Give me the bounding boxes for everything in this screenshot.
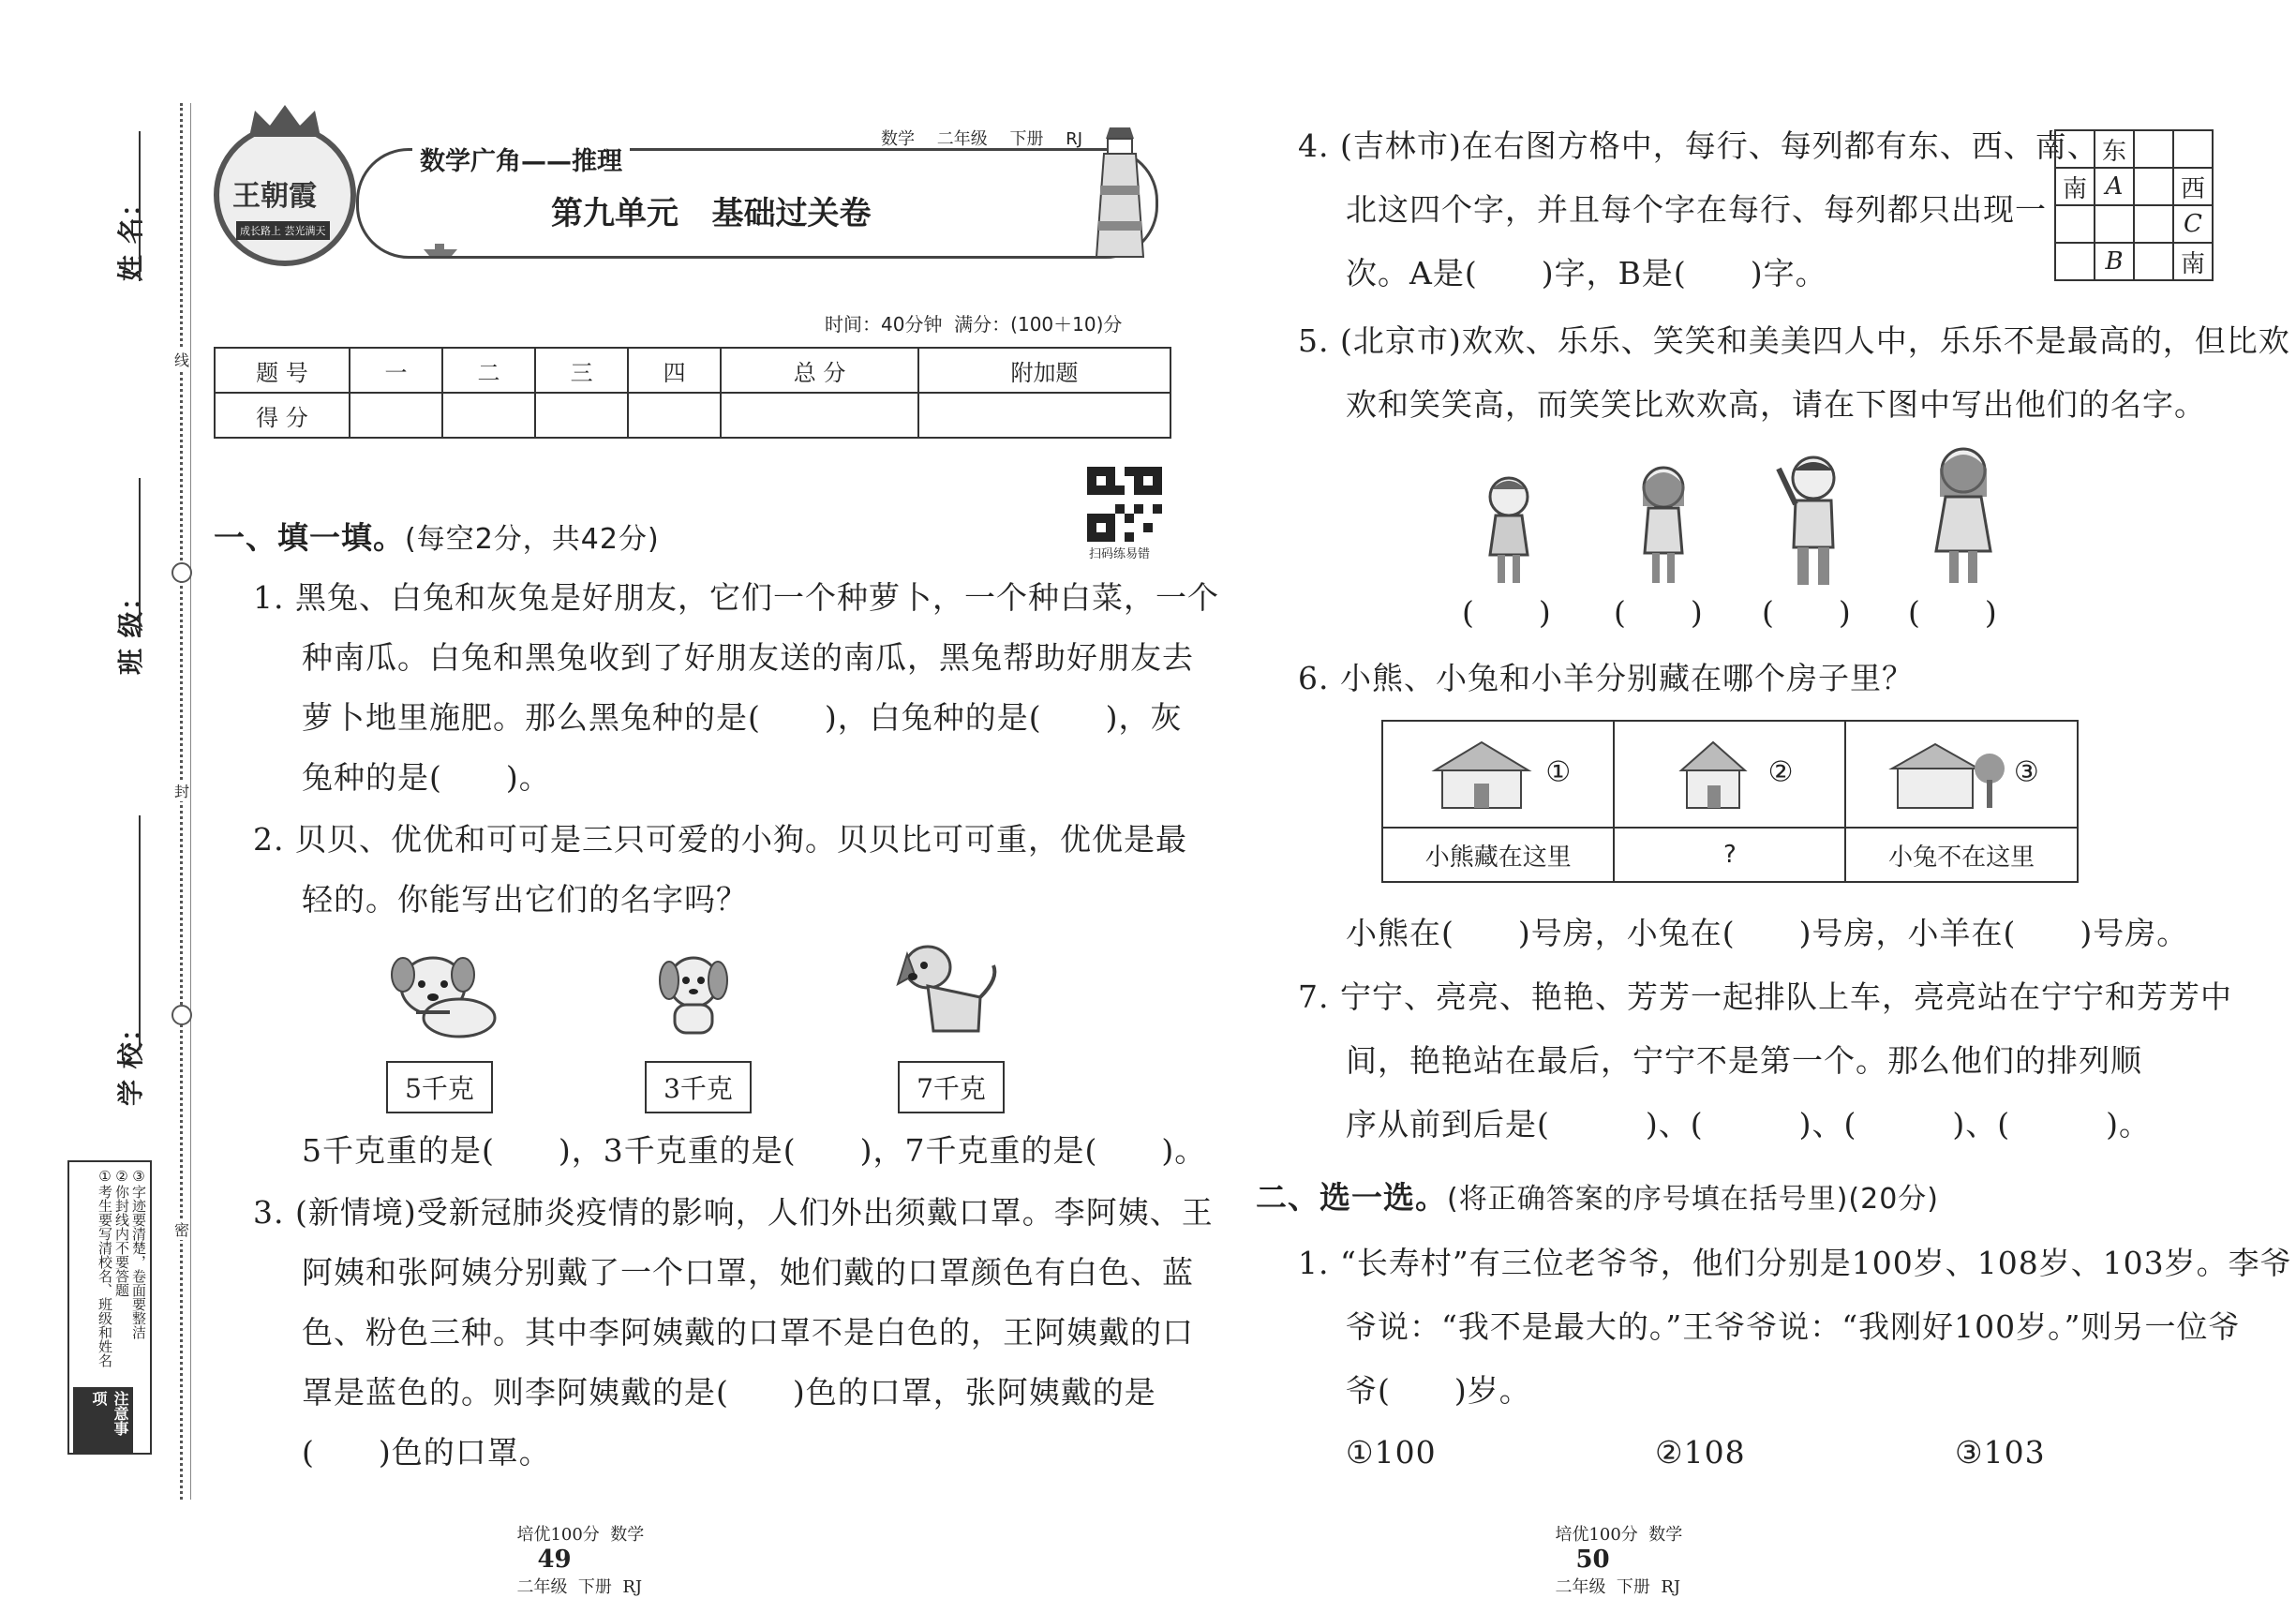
choice-option[interactable]: ①100 [1346,1434,1437,1471]
q5-line: 5. (北京市)欢欢、乐乐、笑笑和美美四人中，乐乐不是最高的，但比欢 [1298,322,2290,359]
q1-line: 萝卜地里施肥。那么黑兔种的是( )，白兔种的是( )，灰 [302,699,1183,736]
weight-box: 5千克 [386,1061,493,1113]
q1-line: 兔种的是( )。 [302,759,551,796]
child-icon [1626,459,1701,590]
time-info: 时间：40分钟 满分：(100＋10)分 [825,313,1123,336]
q4-line: 4. (吉林市)在右图方格中，每行、每列都有东、西、南、 [1298,127,2099,164]
lighthouse-icon [1078,120,1162,261]
qr-code[interactable] [1087,467,1162,542]
height-blank[interactable]: ( ) [1614,594,1704,631]
q7-line: 间，艳艳站在最后，宁宁不是第一个。那么他们的排列顺 [1346,1042,2142,1079]
brand-name: 王朝霞 [232,180,317,213]
footer-grade: 二年级 下册 RJ [516,1577,643,1597]
q6-answer: 小熊在( )号房，小兔在( )号房，小羊在( )号房。 [1346,915,2189,951]
binding-hole-icon [171,562,192,583]
page-title: 第九单元 基础过关卷 [551,195,872,232]
line-char-mi: 密 [174,1218,189,1240]
dog-icon [375,947,506,1040]
q1-line: 1. 黑兔、白兔和灰兔是好朋友，它们一个种萝卜，一个种白菜，一个 [253,579,1219,616]
house-number: ① [1545,755,1572,789]
section2-heading [1256,1173,1939,1217]
house-icon [1885,737,2006,812]
q2-line: 轻的。你能写出它们的名字吗？ [302,881,748,918]
house-number: ② [1767,755,1794,789]
score-cell[interactable] [442,393,535,438]
grid-cell [2095,205,2134,243]
weight-box: 3千克 [645,1061,752,1113]
notice-box [67,1160,152,1455]
height-blank[interactable]: ( ) [1908,594,1998,631]
height-blank[interactable]: ( ) [1462,594,1552,631]
school-label: 学 校： [115,1014,146,1106]
brand-tagline [236,221,330,240]
meta-tag: 二年级 [936,129,988,149]
score-table [214,347,1171,439]
line-char-xian: 线 [174,349,189,370]
score-cell[interactable] [535,393,628,438]
footer-book: 培优100分 数学 [516,1525,645,1545]
grid-cell: C [2173,205,2213,243]
meta-tag: 数学 [881,129,915,149]
brand-tagline-right: 芸光满天 [284,225,326,237]
score-header-cell: 附加题 [918,348,1170,393]
grid-cell [2173,130,2213,168]
house-number: ③ [2013,755,2039,789]
score-header-cell: 总 分 [721,348,918,393]
q3-line: 色、粉色三种。其中李阿姨戴的口罩不是白色的，王阿姨戴的口 [302,1314,1194,1351]
notice-item: ①考生要写清校名、班级和姓名 [97,1168,113,1367]
grid-cell [2134,205,2173,243]
weight-box: 7千克 [898,1061,1005,1113]
q3-line: 罩是蓝色的。则李阿姨戴的是( )色的口罩，张阿姨戴的是 [302,1374,1156,1411]
grid-cell: 南 [2055,168,2095,205]
choice-option[interactable]: ②108 [1655,1434,1746,1471]
section2-note: (将正确答案的序号填在括号里)(20分) [1447,1183,1939,1216]
house-table [1381,720,2079,883]
footer-grade: 二年级 下册 RJ [1555,1577,1681,1597]
meta-tags [881,126,1082,150]
grid-cell: 东 [2095,130,2134,168]
school-field[interactable] [139,815,141,1050]
grid-cell [2134,243,2173,280]
house-caption: ? [1614,828,1845,882]
crown-icon [246,101,324,139]
score-cell[interactable] [628,393,721,438]
q6-intro: 6. 小熊、小兔和小羊分别藏在哪个房子里？ [1298,660,1914,696]
house-caption: 小熊藏在这里 [1382,828,1614,882]
grid-cell [2134,168,2173,205]
grid-cell [2055,205,2095,243]
dog-icon [647,947,740,1040]
class-label: 班 级： [115,583,146,675]
ship-icon [422,242,459,257]
score-cell[interactable] [350,393,442,438]
section1-heading [214,514,660,558]
house-icon [1425,737,1538,812]
height-blank[interactable]: ( ) [1762,594,1852,631]
q2-answer: 5千克重的是( )，3千克重的是( )，7千克重的是( )。 [302,1132,1207,1169]
choice-option[interactable]: ③103 [1955,1434,2046,1471]
grid-cell: A [2095,168,2134,205]
q4-line: 北这四个字，并且每个字在每行、每列都只出现一 [1346,191,2047,228]
footer-left [506,1501,644,1598]
notice-item: ②你封线内不要答题 [113,1168,130,1297]
score-header-cell: 三 [535,348,628,393]
q3-line: ( )色的口罩。 [302,1434,551,1471]
section1-title: 一、填一填。 [214,519,405,556]
q3-line: 3. (新情境)受新冠肺炎疫情的影响，人们外出须戴口罩。李阿姨、王 [253,1194,1214,1231]
s2q1-line: 爷( )岁。 [1346,1372,1531,1409]
notice-title: 注意事项 [73,1387,133,1453]
house-cell [1845,721,2078,828]
grid-cell: 西 [2173,168,2213,205]
notice-item: ③字迹要清楚，卷面要整洁 [130,1168,147,1339]
s2q1-line: 1. “长寿村”有三位老爷爷，他们分别是100岁、108岁、103岁。李爷 [1298,1245,2292,1281]
footer-right [1544,1501,1682,1598]
score-header-cell: 四 [628,348,721,393]
house-cell [1382,721,1614,828]
line-char-feng: 封 [174,780,189,801]
q2-line: 2. 贝贝、优优和可可是三只可爱的小狗。贝贝比可可重，优优是最 [253,821,1187,858]
grid-cell: 南 [2173,243,2213,280]
dog-icon [890,937,1003,1040]
page-number: 50 [1575,1546,1610,1574]
footer-book: 培优100分 数学 [1555,1525,1683,1545]
name-field[interactable] [139,131,141,281]
score-header-cell: 一 [350,348,442,393]
q5-line: 欢和笑笑高，而笑笑比欢欢高，请在下图中写出他们的名字。 [1346,386,2206,423]
q7-line: 7. 宁宁、亮亮、艳艳、芳芳一起排队上车，亮亮站在宁宁和芳芳中 [1298,978,2232,1015]
house-cell [1614,721,1845,828]
qr-code-icon [1087,467,1162,542]
direction-grid [2054,129,2214,281]
class-field[interactable] [139,478,141,637]
meta-tag: RJ [1066,129,1083,149]
score-header-cell: 题 号 [215,348,350,393]
q3-line: 阿姨和张阿姨分别戴了一个口罩，她们戴的口罩颜色有白色、蓝 [302,1254,1194,1291]
grid-cell [2134,130,2173,168]
score-cell[interactable] [721,393,918,438]
binding-hole-icon [171,1005,192,1025]
section2-title: 二、选一选。 [1256,1179,1447,1216]
page-number: 49 [537,1546,572,1574]
grid-cell [2055,130,2095,168]
name-label: 姓 名： [115,189,146,281]
child-icon [1471,469,1546,590]
child-icon [1771,450,1856,590]
child-icon [1921,441,2005,590]
subject-topic: 数学广角——推理 [412,141,630,177]
q1-line: 种南瓜。白兔和黑兔收到了好朋友送的南瓜，黑兔帮助好朋友去 [302,639,1194,676]
q7-line: 序从前到后是( )、( )、( )、( )。 [1346,1106,2151,1142]
q4-line: 次。A是( )字，B是( )字。 [1346,255,1827,291]
brand-badge [214,124,356,266]
score-row-label: 得 分 [215,393,350,438]
grid-cell [2055,243,2095,280]
score-header-cell: 二 [442,348,535,393]
s2q1-line: 爷说：“我不是最大的。”王爷爷说：“我刚好100岁。”则另一位爷 [1346,1308,2241,1345]
brand-tagline-left: 成长路上 [240,225,281,237]
meta-tag: 下册 [1009,129,1044,149]
qr-caption: 扫码练易错 [1089,547,1151,561]
house-caption: 小兔不在这里 [1845,828,2078,882]
section1-note: (每空2分，共42分) [405,523,660,556]
score-cell[interactable] [918,393,1170,438]
house-icon [1666,737,1760,812]
grid-cell: B [2095,243,2134,280]
